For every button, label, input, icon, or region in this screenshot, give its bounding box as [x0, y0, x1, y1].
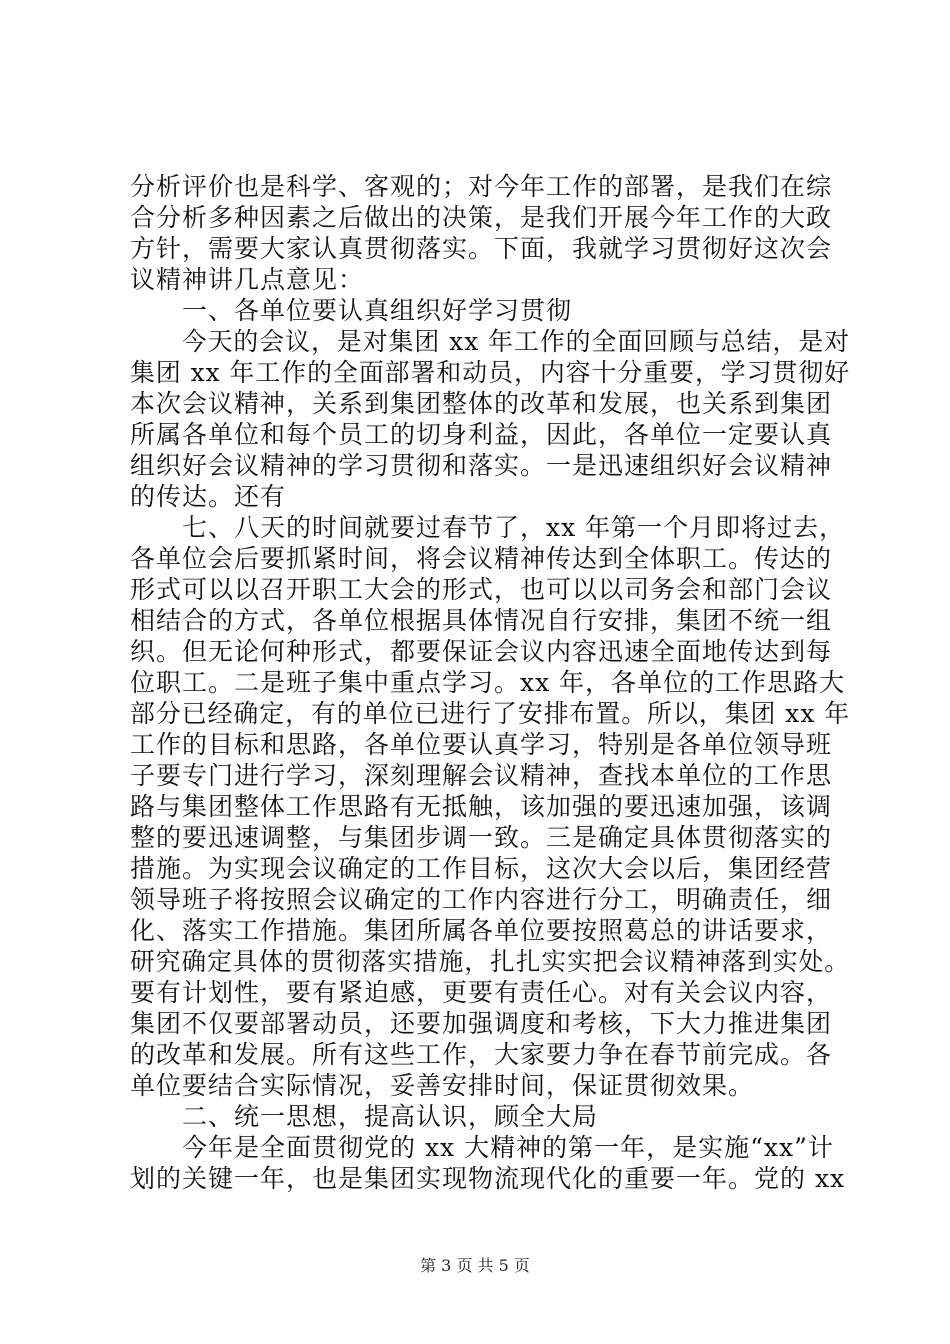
- text-line: 要有计划性，要有紧迫感，更要有责任心。对有关会议内容，: [130, 978, 833, 1007]
- text-line: 路与集团整体工作思路有无抵触，该加强的要迅速加强，该调: [130, 792, 833, 821]
- text-line: 措施。为实现会议确定的工作目标，这次大会以后，集团经营: [130, 854, 833, 883]
- text-line: 今天的会议，是对集团 xx 年工作的全面回顾与总结，是对: [130, 327, 851, 356]
- text-line: 本次会议精神，关系到集团整体的改革和发展，也关系到集团: [130, 389, 833, 418]
- text-line: 相结合的方式，各单位根据具体情况自行安排，集团不统一组: [130, 606, 833, 635]
- text-line: 划的关键一年，也是集团实现物流现代化的重要一年。党的 xx: [130, 1164, 846, 1193]
- text-line: 形式可以以召开职工大会的形式，也可以以司务会和部门会议: [130, 575, 833, 604]
- text-line: 分析评价也是科学、客观的；对今年工作的部署，是我们在综: [130, 172, 833, 201]
- text-line: 位职工。二是班子集中重点学习。xx 年，各单位的工作思路大: [130, 668, 846, 697]
- text-line: 集团 xx 年工作的全面部署和动员，内容十分重要，学习贯彻好: [130, 358, 851, 387]
- text-line: 单位要结合实际情况，妥善安排时间，保证贯彻效果。: [130, 1071, 755, 1100]
- text-line: 今年是全面贯彻党的 xx 大精神的第一年，是实施“xx”计: [130, 1133, 834, 1162]
- text-line: 组织好会议精神的学习贯彻和落实。一是迅速组织好会议精神: [130, 451, 833, 480]
- text-line: 领导班子将按照会议确定的工作内容进行分工，明确责任，细: [130, 885, 833, 914]
- text-line: 方针，需要大家认真贯彻落实。下面，我就学习贯彻好这次会: [130, 234, 833, 263]
- text-line: 化、落实工作措施。集团所属各单位要按照葛总的讲话要求，: [130, 916, 833, 945]
- text-line: 集团不仅要部署动员，还要加强调度和考核，下大力推进集团: [130, 1009, 833, 1038]
- text-line: 子要专门进行学习，深刻理解会议精神，查找本单位的工作思: [130, 761, 833, 790]
- text-line: 工作的目标和思路，各单位要认真学习，特别是各单位领导班: [130, 730, 833, 759]
- text-line: 二、统一思想，提高认识，顾全大局: [130, 1102, 599, 1131]
- document-body: [130, 171, 850, 1194]
- text-line: 各单位会后要抓紧时间，将会议精神传达到全体职工。传达的: [130, 544, 833, 573]
- text-line: 织。但无论何种形式，都要保证会议内容迅速全面地传达到每: [130, 637, 833, 666]
- page-number-footer: 第 3 页 共 5 页: [420, 1256, 530, 1275]
- text-line: 七、八天的时间就要过春节了，xx 年第一个月即将过去，: [130, 513, 846, 542]
- text-line: 的传达。还有: [130, 482, 287, 511]
- text-line: 所属各单位和每个员工的切身利益，因此，各单位一定要认真: [130, 420, 833, 449]
- text-line: 的改革和发展。所有这些工作，大家要力争在春节前完成。各: [130, 1040, 833, 1069]
- text-line: 合分析多种因素之后做出的决策，是我们开展今年工作的大政: [130, 203, 833, 232]
- text-line: 整的要迅速调整，与集团步调一致。三是确定具体贯彻落实的: [130, 823, 833, 852]
- text-line: 研究确定具体的贯彻落实措施，扎扎实实把会议精神落到实处。: [130, 947, 851, 976]
- text-line: 议精神讲几点意见：: [130, 265, 365, 294]
- text-line: 一、各单位要认真组织好学习贯彻: [130, 296, 573, 325]
- text-line: 部分已经确定，有的单位已进行了安排布置。所以，集团 xx 年: [130, 699, 851, 728]
